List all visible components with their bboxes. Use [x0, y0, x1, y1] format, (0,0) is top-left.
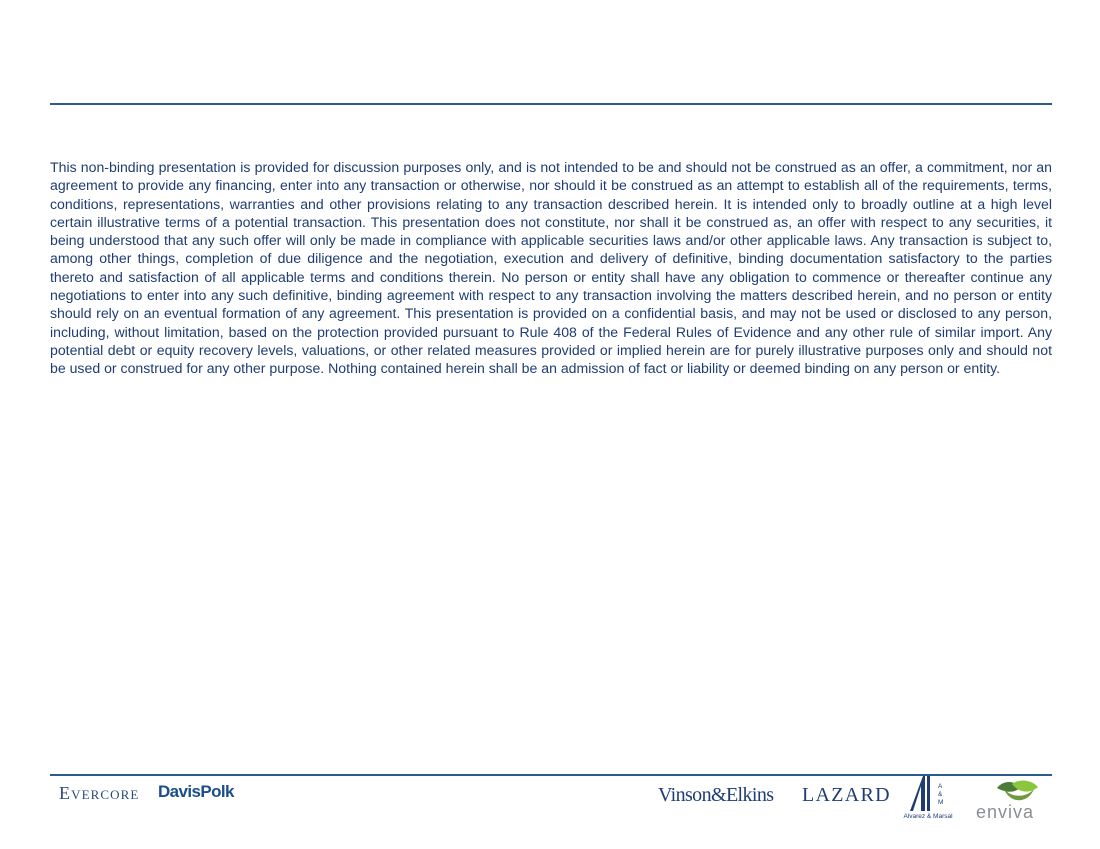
alvarez-marsal-mark-a: A	[938, 783, 943, 790]
davis-polk-logo: DavisPolk	[158, 782, 234, 801]
header-rule	[50, 103, 1052, 105]
alvarez-marsal-logo-bar	[927, 776, 930, 811]
evercore-logo: Evercore	[59, 783, 140, 803]
enviva-logo	[972, 778, 1052, 822]
alvarez-marsal-mark-amp: &	[938, 791, 943, 798]
alvarez-marsal-mark-m: M	[938, 799, 944, 806]
alvarez-marsal-caption: Alvarez & Marsal	[903, 813, 953, 820]
vinson-elkins-logo: Vinson&Elkins	[658, 784, 774, 806]
disclaimer-text: This non-binding presentation is provided for discussion purposes only, and is not intended to be and should not be construed as an offer, a commitment, nor an agreement to provide any financing, enter into any transaction or otherwise, nor should it be construed as an attempt to establish all of the requirements, terms, conditions, representations, warranties and other provisions relating to any transaction described herein. It is intended only to broadly outline at a high level certain illustrative terms of a potential transaction. This presentation does not constitute, nor shall it be construed as, an offer with respect to any securities, it being understood that any such offer will only be made in compliance with applicable securities laws and/or other applicable laws. Any transaction is subject to, among other things, completion of due diligence and the negotiation, execution and delivery of definitive, binding documentation satisfactory to the parties thereto and satisfaction of all applicable terms and conditions therein. No person or entity shall have any obligation to commence or thereafter continue any negotiations to enter into any such definitive, binding agreement with respect to any transaction involving the matters described herein, and no person or entity should rely on an eventual formation of any agreement. This presentation is provided on a confidential basis, and may not be used or disclosed to any person, including, without limitation, based on the protection provided pursuant to Rule 408 of the Federal Rules of Evidence and any other rule of similar import. Any potential debt or equity recovery levels, valuations, or other related measures provided or implied herein are for purely illustrative purposes only and should not be used or construed for any other purpose. Nothing contained herein shall be an admission of fact or liability or deemed binding on any person or entity.	[50, 159, 1052, 377]
lazard-logo: LAZARD	[802, 784, 891, 806]
alvarez-marsal-logo-mark	[910, 776, 925, 811]
enviva-wordmark: enviva	[976, 802, 1035, 822]
